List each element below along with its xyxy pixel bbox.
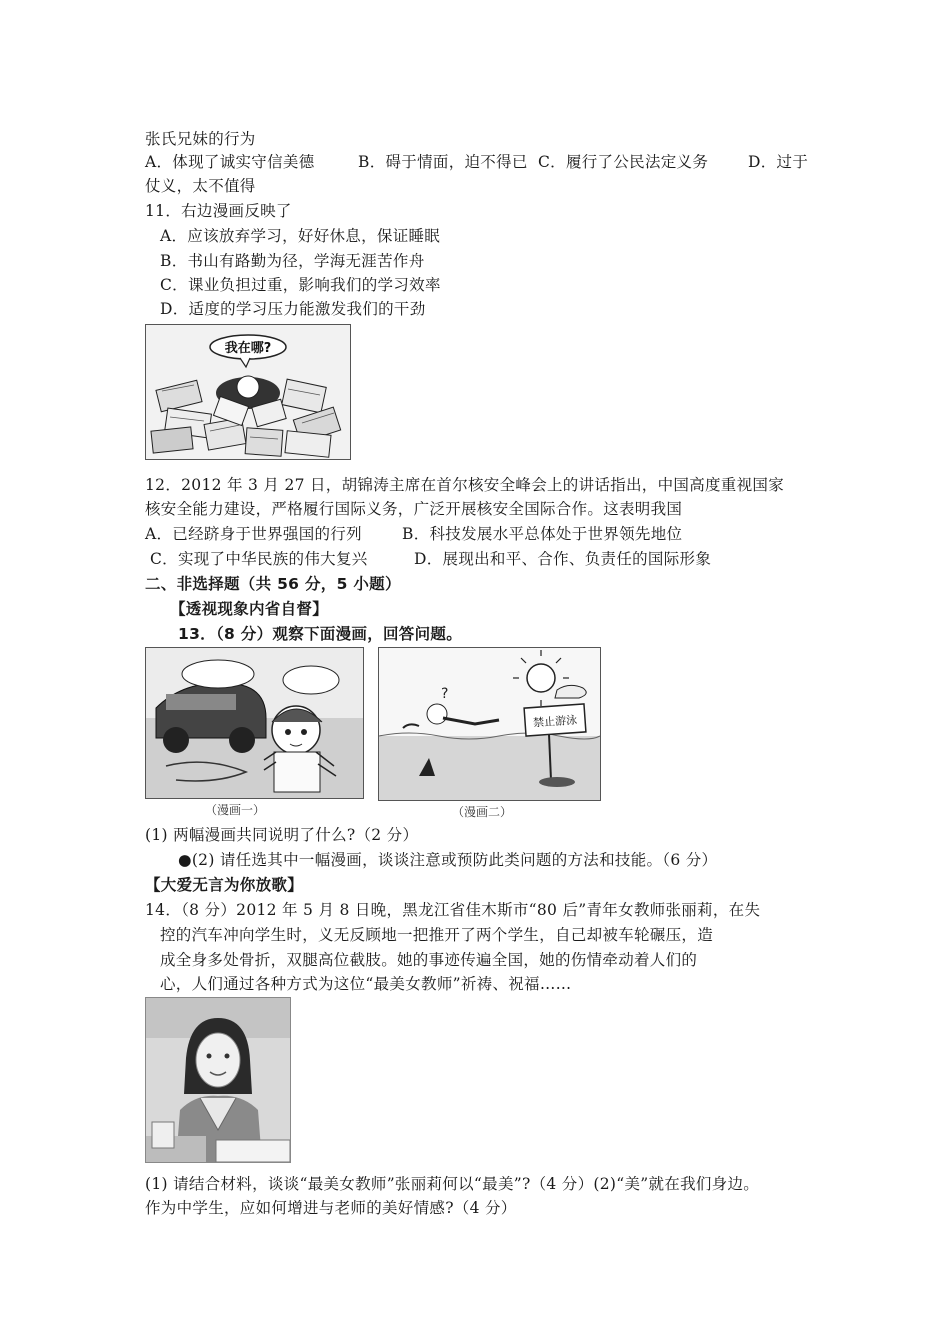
subsection-love-heading: 【大爱无言为你放歌】 bbox=[145, 876, 304, 894]
cartoon-one-caption: （漫画一） bbox=[205, 803, 266, 817]
q10-option-d-cont: 仗义，太不值得 bbox=[145, 177, 256, 195]
q12-option-b: B．科技发展水平总体处于世界领先地位 bbox=[402, 525, 683, 543]
q11-stem: 11．右边漫画反映了 bbox=[145, 202, 292, 220]
cartoon-bubble-text: 我在哪? bbox=[224, 341, 272, 356]
q12-stem-line1: 12．2012 年 3 月 27 日，胡锦涛主席在首尔核安全峰会上的讲话指出，中国高度重视国家 bbox=[145, 476, 784, 494]
q10-option-a: A．体现了诚实守信美德 bbox=[145, 153, 315, 171]
q13-part2: ●(2) 请任选其中一幅漫画，谈谈注意或预防此类问题的方法和技能。（6 分） bbox=[178, 851, 718, 869]
q14-line2: 控的汽车冲向学生时，义无反顾地一把推开了两个学生，自己却被车轮碾压，造 bbox=[160, 926, 714, 944]
subsection-perspective-heading: 【透视现象内省自督】 bbox=[170, 600, 329, 618]
q14-line3: 成全身多处骨折，双腿高位截肢。她的事迹传遍全国，她的伤情牵动着人们的 bbox=[160, 951, 698, 969]
q12-stem-line2: 核安全能力建设，严格履行国际义务，广泛开展核安全国际合作。这表明我国 bbox=[145, 500, 683, 518]
q14-part1: (1) 请结合材料，谈谈“最美女教师”张丽莉何以“最美”?（4 分）(2)“美”就在我们身边。 bbox=[145, 1175, 760, 1193]
q14-part2: 作为中学生，应如何增进与老师的美好情感?（4 分） bbox=[145, 1199, 517, 1217]
q11-option-b: B．书山有路勤为径，学海无涯苦作舟 bbox=[160, 252, 425, 270]
svg-text:?: ? bbox=[441, 686, 449, 702]
q13-stem: 13．（8 分）观察下面漫画，回答问题。 bbox=[178, 625, 463, 643]
cartoon-one-drawing bbox=[146, 648, 363, 798]
cartoon-two-sign-text: 禁止游泳 bbox=[532, 713, 578, 730]
q14-line1: 14．（8 分）2012 年 5 月 8 日晚，黑龙江省佳木斯市“80 后”青年女教师张丽莉，在失 bbox=[145, 901, 761, 919]
section2-title: 二、非选择题（共 56 分，5 小题） bbox=[145, 575, 401, 593]
q12-option-c: C．实现了中华民族的伟大复兴 bbox=[150, 550, 368, 568]
q11-option-d: D．适度的学习压力能激发我们的干劲 bbox=[160, 300, 426, 318]
q11-option-c: C．课业负担过重，影响我们的学习效率 bbox=[160, 276, 441, 294]
q10-option-d: D．过于 bbox=[748, 153, 809, 171]
q12-option-d: D．展现出和平、合作、负责任的国际形象 bbox=[414, 550, 712, 568]
q11-option-a: A．应该放弃学习，好好休息，保证睡眠 bbox=[160, 227, 441, 245]
q14-line4: 心，人们通过各种方式为这位“最美女教师”祈祷、祝福…… bbox=[160, 975, 572, 993]
books-pile-cartoon bbox=[145, 324, 351, 460]
q10-option-c: C．履行了公民法定义务 bbox=[538, 153, 709, 171]
cartoon-two bbox=[378, 647, 601, 801]
q13-part1: (1) 两幅漫画共同说明了什么?（2 分） bbox=[145, 826, 419, 844]
books-pile-drawing bbox=[146, 325, 350, 459]
q10-stem-tail: 张氏兄妹的行为 bbox=[145, 130, 256, 148]
teacher-photo-drawing bbox=[146, 998, 290, 1162]
q12-option-a: A．已经跻身于世界强国的行列 bbox=[145, 525, 362, 543]
cartoon-two-caption: （漫画二） bbox=[452, 805, 513, 819]
q10-option-b: B．碍于情面，迫不得已 bbox=[358, 153, 528, 171]
cartoon-one bbox=[145, 647, 364, 799]
cartoon-two-drawing bbox=[379, 648, 600, 800]
teacher-photo bbox=[145, 997, 291, 1163]
